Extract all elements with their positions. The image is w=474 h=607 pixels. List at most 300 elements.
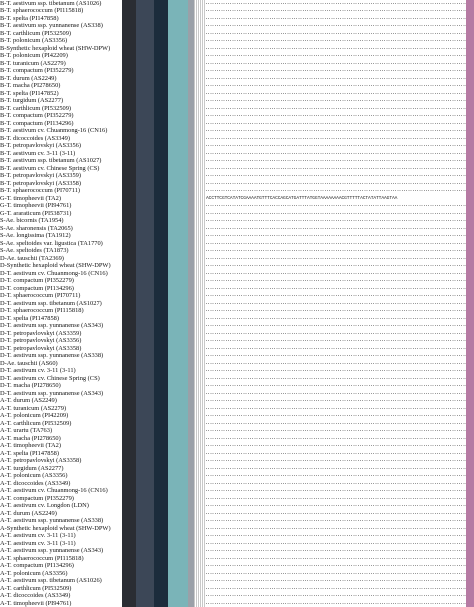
conserved-block	[168, 397, 188, 405]
conserved-block	[168, 240, 188, 248]
conserved-block	[194, 255, 206, 263]
taxon-label: B-T. petropavlovskyi (AS3356)	[0, 142, 122, 150]
alignment-row	[120, 502, 474, 510]
conserved-block	[122, 435, 136, 443]
alignment-row	[120, 307, 474, 315]
conserved-block	[122, 360, 136, 368]
conserved-block	[168, 577, 188, 585]
conserved-block	[122, 562, 136, 570]
end-block	[466, 540, 474, 548]
end-block	[466, 525, 474, 533]
taxon-label: D-T. aestivum ssp. yunnanense (AS338)	[0, 352, 122, 360]
taxon-label: S-Ae. speltoides (TA1873)	[0, 247, 122, 255]
gap-region	[206, 288, 466, 289]
gap-region	[206, 310, 466, 311]
conserved-block	[136, 202, 154, 210]
conserved-block	[136, 472, 154, 480]
conserved-block	[194, 112, 206, 120]
end-block	[466, 277, 474, 285]
conserved-block	[194, 90, 206, 98]
conserved-block	[136, 502, 154, 510]
conserved-block	[136, 82, 154, 90]
conserved-block	[122, 82, 136, 90]
conserved-block	[122, 240, 136, 248]
conserved-block	[194, 510, 206, 518]
taxon-label: A-T. aestivum ssp. tibetanum (AS1026)	[0, 577, 122, 585]
conserved-block	[154, 547, 168, 555]
conserved-block	[122, 202, 136, 210]
gap-region	[206, 558, 466, 559]
taxon-label: B-T. spelta (PI147852)	[0, 90, 122, 98]
end-block	[466, 465, 474, 473]
end-block	[466, 187, 474, 195]
taxon-label: B-T. turanicum (AS2279)	[0, 60, 122, 68]
end-block	[466, 375, 474, 383]
conserved-block	[168, 390, 188, 398]
gap-region	[206, 153, 466, 154]
end-block	[466, 517, 474, 525]
conserved-block	[136, 352, 154, 360]
taxon-label: A-T. polonicum (AS3356)	[0, 570, 122, 578]
alignment-row	[120, 412, 474, 420]
gap-region	[206, 115, 466, 116]
conserved-block	[122, 60, 136, 68]
conserved-block	[194, 165, 206, 173]
gap-region	[206, 265, 466, 266]
taxon-label: B-T. carthlicum (PI532509)	[0, 30, 122, 38]
conserved-block	[168, 555, 188, 563]
alignment-row	[120, 510, 474, 518]
gap-region	[206, 243, 466, 244]
end-block	[466, 240, 474, 248]
conserved-block	[136, 495, 154, 503]
end-block	[466, 202, 474, 210]
conserved-block	[122, 255, 136, 263]
gap-region	[206, 250, 466, 251]
conserved-block	[122, 0, 136, 7]
conserved-block	[194, 217, 206, 225]
conserved-block	[168, 37, 188, 45]
end-block	[466, 195, 474, 203]
gap-region	[206, 108, 466, 109]
conserved-block	[154, 517, 168, 525]
end-block	[466, 592, 474, 600]
conserved-block	[154, 225, 168, 233]
conserved-block	[136, 442, 154, 450]
conserved-block	[168, 127, 188, 135]
conserved-block	[168, 592, 188, 600]
conserved-block	[194, 277, 206, 285]
end-block	[466, 0, 474, 7]
conserved-block	[154, 247, 168, 255]
taxon-label: A-T. petropavlovskyi (AS3358)	[0, 457, 122, 465]
alignment-row	[120, 75, 474, 83]
conserved-block	[168, 60, 188, 68]
conserved-block	[154, 442, 168, 450]
conserved-block	[154, 585, 168, 593]
taxon-label: A-T. turanicum (AS2279)	[0, 405, 122, 413]
conserved-block	[154, 210, 168, 218]
conserved-block	[122, 247, 136, 255]
taxon-label: D-T. aestivum ssp. tibetanum (AS1027)	[0, 300, 122, 308]
conserved-block	[122, 420, 136, 428]
conserved-block	[168, 165, 188, 173]
conserved-block	[194, 142, 206, 150]
conserved-block	[154, 112, 168, 120]
conserved-block	[122, 127, 136, 135]
conserved-block	[122, 15, 136, 23]
conserved-block	[122, 217, 136, 225]
taxon-label: D-T. aestivum ssp. yunnanense (AS343)	[0, 322, 122, 330]
conserved-block	[154, 127, 168, 135]
end-block	[466, 427, 474, 435]
alignment-row	[120, 330, 474, 338]
conserved-block	[154, 345, 168, 353]
taxon-label: A-T. aestivum cv. 3-11 (3-11)	[0, 540, 122, 548]
alignment-row	[120, 90, 474, 98]
taxon-label: D-T. compactum (PI352279)	[0, 277, 122, 285]
conserved-block	[168, 75, 188, 83]
gap-region	[206, 228, 466, 229]
conserved-block	[122, 472, 136, 480]
conserved-block	[194, 465, 206, 473]
conserved-block	[136, 135, 154, 143]
conserved-block	[194, 555, 206, 563]
taxon-label: B-T. compactum (PI352279)	[0, 112, 122, 120]
conserved-block	[154, 157, 168, 165]
taxon-label: A-T. polonicum (PI42209)	[0, 412, 122, 420]
end-block	[466, 262, 474, 270]
taxon-label: D-T. macha (PI278650)	[0, 382, 122, 390]
gap-region	[206, 235, 466, 236]
alignment-row	[120, 142, 474, 150]
alignment-row	[120, 570, 474, 578]
gap-region	[206, 483, 466, 484]
conserved-block	[136, 555, 154, 563]
conserved-block	[168, 532, 188, 540]
conserved-block	[136, 435, 154, 443]
taxon-label: D-T. aestivum cv. 3-11 (3-11)	[0, 367, 122, 375]
alignment-row	[120, 22, 474, 30]
conserved-block	[136, 105, 154, 113]
conserved-block	[136, 277, 154, 285]
gap-region	[206, 378, 466, 379]
conserved-block	[154, 202, 168, 210]
conserved-block	[122, 67, 136, 75]
alignment-row	[120, 555, 474, 563]
conserved-block	[168, 495, 188, 503]
alignment-row	[120, 187, 474, 195]
conserved-block	[122, 112, 136, 120]
gap-region	[206, 100, 466, 101]
conserved-block	[194, 442, 206, 450]
gap-region	[206, 213, 466, 214]
conserved-block	[194, 307, 206, 315]
conserved-block	[154, 172, 168, 180]
end-block	[466, 142, 474, 150]
conserved-block	[122, 52, 136, 60]
taxon-label: D-T. petropavlovskyi (AS3359)	[0, 330, 122, 338]
taxon-label: A-T. durum (AS2249)	[0, 510, 122, 518]
alignment-row	[120, 345, 474, 353]
alignment-row	[120, 37, 474, 45]
conserved-block	[168, 112, 188, 120]
conserved-block	[168, 435, 188, 443]
conserved-block	[194, 120, 206, 128]
gap-region	[206, 453, 466, 454]
conserved-block	[136, 217, 154, 225]
alignment-row	[120, 525, 474, 533]
conserved-block	[168, 142, 188, 150]
conserved-block	[122, 22, 136, 30]
conserved-block	[194, 600, 206, 607]
conserved-block	[122, 75, 136, 83]
gap-region	[206, 318, 466, 319]
conserved-block	[154, 322, 168, 330]
conserved-block	[136, 420, 154, 428]
conserved-block	[194, 270, 206, 278]
conserved-block	[154, 570, 168, 578]
taxon-label: B-T. compactum (PI134296)	[0, 120, 122, 128]
conserved-block	[168, 457, 188, 465]
conserved-block	[194, 330, 206, 338]
end-block	[466, 217, 474, 225]
conserved-block	[194, 240, 206, 248]
conserved-block	[154, 457, 168, 465]
end-block	[466, 382, 474, 390]
alignment-row	[120, 405, 474, 413]
conserved-block	[194, 0, 206, 7]
gap-region	[206, 273, 466, 274]
taxon-label: B-T. polonicum (AS3356)	[0, 37, 122, 45]
taxon-label: B-T. polonicum (PI42209)	[0, 52, 122, 60]
alignment-row	[120, 390, 474, 398]
alignment-row	[120, 592, 474, 600]
conserved-block	[122, 427, 136, 435]
conserved-block	[136, 60, 154, 68]
conserved-block	[136, 577, 154, 585]
gap-region	[206, 183, 466, 184]
alignment-row	[120, 180, 474, 188]
conserved-block	[194, 7, 206, 15]
end-block	[466, 247, 474, 255]
end-block	[466, 502, 474, 510]
conserved-block	[154, 480, 168, 488]
conserved-block	[136, 180, 154, 188]
conserved-block	[168, 180, 188, 188]
conserved-block	[194, 97, 206, 105]
gap-region	[206, 258, 466, 259]
gap-region	[206, 145, 466, 146]
alignment-row	[120, 210, 474, 218]
conserved-block	[168, 67, 188, 75]
conserved-block	[194, 202, 206, 210]
end-block	[466, 585, 474, 593]
conserved-block	[136, 127, 154, 135]
alignment-row	[120, 315, 474, 323]
taxon-label: B-T. durum (AS2249)	[0, 75, 122, 83]
alignment-row	[120, 0, 474, 7]
end-block	[466, 225, 474, 233]
conserved-block	[136, 90, 154, 98]
conserved-block	[154, 502, 168, 510]
conserved-block	[136, 255, 154, 263]
conserved-block	[154, 495, 168, 503]
conserved-block	[122, 487, 136, 495]
conserved-block	[194, 187, 206, 195]
gap-region	[206, 573, 466, 574]
end-block	[466, 157, 474, 165]
conserved-block	[168, 45, 188, 53]
conserved-block	[122, 292, 136, 300]
gap-region	[206, 363, 466, 364]
end-block	[466, 172, 474, 180]
conserved-block	[168, 97, 188, 105]
alignment-row	[120, 52, 474, 60]
conserved-block	[136, 67, 154, 75]
conserved-block	[194, 285, 206, 293]
conserved-block	[154, 562, 168, 570]
conserved-block	[154, 555, 168, 563]
conserved-block	[122, 495, 136, 503]
conserved-block	[154, 270, 168, 278]
taxon-label: S-Ae. speltoides var. ligustica (TA1770)	[0, 240, 122, 248]
conserved-block	[154, 405, 168, 413]
conserved-block	[154, 240, 168, 248]
conserved-block	[168, 187, 188, 195]
conserved-block	[194, 517, 206, 525]
conserved-block	[122, 345, 136, 353]
end-block	[466, 292, 474, 300]
conserved-block	[136, 172, 154, 180]
conserved-block	[168, 480, 188, 488]
gap-region	[206, 400, 466, 401]
conserved-block	[168, 562, 188, 570]
gap-region	[206, 78, 466, 79]
conserved-block	[154, 300, 168, 308]
conserved-block	[194, 547, 206, 555]
alignment-row	[120, 165, 474, 173]
conserved-block	[122, 157, 136, 165]
taxa-label-column	[0, 0, 122, 607]
conserved-block	[136, 150, 154, 158]
conserved-block	[194, 487, 206, 495]
end-block	[466, 577, 474, 585]
conserved-block	[168, 172, 188, 180]
taxon-label: B-T. macha (PI278650)	[0, 82, 122, 90]
alignment-row	[120, 495, 474, 503]
taxon-label: D-T. compactum (PI134296)	[0, 285, 122, 293]
gap-region	[206, 138, 466, 139]
conserved-block	[136, 360, 154, 368]
end-block	[466, 37, 474, 45]
conserved-block	[136, 397, 154, 405]
conserved-block	[194, 180, 206, 188]
conserved-block	[154, 105, 168, 113]
end-block	[466, 330, 474, 338]
conserved-block	[136, 262, 154, 270]
conserved-block	[122, 585, 136, 593]
end-block	[466, 90, 474, 98]
taxon-label: B-T. aestivum ssp. yunnanense (AS338)	[0, 22, 122, 30]
alignment-row	[120, 262, 474, 270]
end-block	[466, 285, 474, 293]
conserved-block	[136, 367, 154, 375]
gap-region	[206, 55, 466, 56]
end-block	[466, 232, 474, 240]
alignment-row	[120, 397, 474, 405]
conserved-block	[154, 30, 168, 38]
conserved-block	[154, 352, 168, 360]
conserved-block	[122, 90, 136, 98]
conserved-block	[154, 0, 168, 7]
conserved-block	[168, 517, 188, 525]
conserved-block	[122, 577, 136, 585]
conserved-block	[136, 52, 154, 60]
alignment-row	[120, 472, 474, 480]
end-block	[466, 52, 474, 60]
conserved-block	[194, 45, 206, 53]
taxon-label: A-T. urartu (TA763)	[0, 427, 122, 435]
conserved-block	[136, 307, 154, 315]
insertion-sequence: ACCTTCGTCATATCGAAAATGTTTCACCAGCATGATTTATGGTAAAAAAAACGTTTTTACTATATTAAGTAA	[206, 195, 466, 203]
conserved-block	[154, 592, 168, 600]
conserved-block	[154, 82, 168, 90]
conserved-block	[194, 570, 206, 578]
taxon-label: A-T. timopheevii (PI94761)	[0, 600, 122, 607]
conserved-block	[194, 247, 206, 255]
alignment-row	[120, 135, 474, 143]
conserved-block	[168, 540, 188, 548]
end-block	[466, 412, 474, 420]
conserved-block	[122, 210, 136, 218]
conserved-block	[194, 420, 206, 428]
alignment-row	[120, 247, 474, 255]
conserved-block	[154, 330, 168, 338]
conserved-block	[136, 570, 154, 578]
conserved-block	[122, 442, 136, 450]
alignment-row	[120, 7, 474, 15]
conserved-block	[122, 480, 136, 488]
conserved-block	[136, 195, 154, 203]
conserved-block	[136, 112, 154, 120]
alignment-row	[120, 360, 474, 368]
gap-region	[206, 70, 466, 71]
alignment-row	[120, 585, 474, 593]
end-block	[466, 22, 474, 30]
end-block	[466, 97, 474, 105]
conserved-block	[168, 472, 188, 480]
conserved-block	[194, 337, 206, 345]
conserved-block	[194, 225, 206, 233]
end-block	[466, 555, 474, 563]
conserved-block	[136, 22, 154, 30]
gap-region	[206, 438, 466, 439]
gap-region	[206, 565, 466, 566]
alignment-row	[120, 112, 474, 120]
alignment-row	[120, 202, 474, 210]
alignment-row	[120, 292, 474, 300]
conserved-block	[122, 397, 136, 405]
conserved-block	[154, 165, 168, 173]
conserved-block	[154, 22, 168, 30]
alignment-row	[120, 67, 474, 75]
taxon-label: B-T. sphaerococcum (PI70711)	[0, 187, 122, 195]
taxon-label: D-T. petropavlovskyi (AS3356)	[0, 337, 122, 345]
end-block	[466, 472, 474, 480]
conserved-block	[136, 330, 154, 338]
conserved-block	[122, 450, 136, 458]
